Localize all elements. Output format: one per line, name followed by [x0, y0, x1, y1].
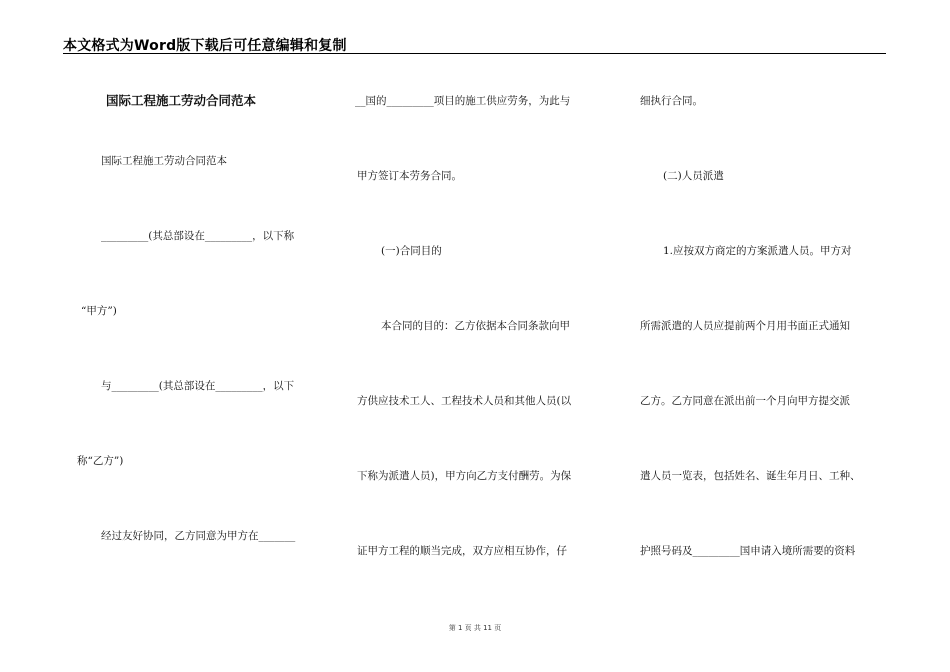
paragraph-line: 下称为派遣人员)，甲方向乙方支付酬劳。为保	[357, 470, 572, 482]
paragraph-line: __国的_________项目的施工供应劳务，为此与	[355, 95, 571, 107]
text-column-1	[63, 0, 328, 672]
paragraph-line: 国际工程施工劳动合同范本	[101, 155, 227, 167]
page-number-footer: 第 1 页 共 11 页	[448, 624, 502, 632]
paragraph-line: 所需派遣的人员应提前两个月用书面正式通知	[640, 320, 850, 332]
paragraph-line: 遣人员一览表，包括姓名、诞生年月日、工种、	[640, 470, 861, 482]
document-title: 国际工程施工劳动合同范本	[106, 93, 257, 108]
paragraph-line: 甲方签订本劳务合同。	[357, 170, 462, 182]
paragraph-line: 称“乙方”)	[77, 455, 124, 467]
paragraph-line: 1.应按双方商定的方案派遣人员。甲方对	[663, 245, 852, 257]
paragraph-line: _________(其总部设在_________，以下称	[101, 230, 295, 242]
text-column-3	[637, 0, 892, 672]
paragraph-line: 与_________(其总部设在_________，以下	[101, 380, 295, 392]
text-column-2	[355, 0, 615, 672]
paragraph-line: 护照号码及_________国申请入境所需要的资料	[640, 545, 856, 557]
paragraph-line: 经过友好协同，乙方同意为甲方在_______	[101, 530, 296, 542]
paragraph-line: 乙方。乙方同意在派出前一个月向甲方提交派	[640, 395, 850, 407]
paragraph-line: (一)合同目的	[381, 245, 442, 257]
paragraph-line: 方供应技术工人、工程技术人员和其他人员(以	[357, 395, 572, 407]
paragraph-line: “甲方”)	[81, 305, 117, 317]
paragraph-line: 证甲方工程的顺当完成，双方应相互协作，仔	[357, 545, 567, 557]
download-banner: 本文格式为Word版下载后可任意编辑和复制	[63, 38, 347, 54]
paragraph-line: 本合同的目的：乙方依据本合同条款向甲	[381, 320, 570, 332]
paragraph-line: 细执行合同。	[640, 95, 703, 107]
paragraph-line: (二)人员派遣	[663, 170, 724, 182]
